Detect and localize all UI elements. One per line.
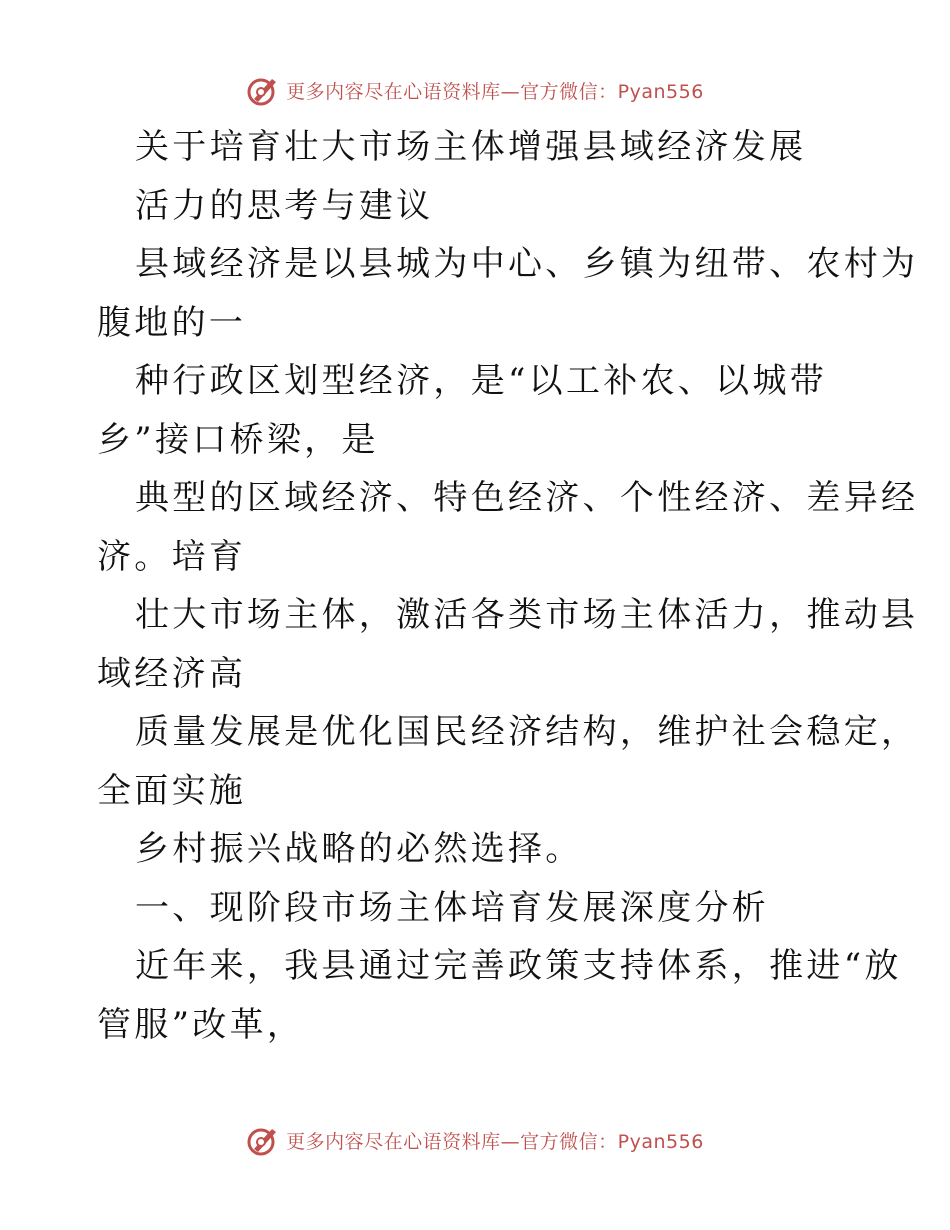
text-line: 乡”接口桥梁，是 [97,419,379,460]
text-line: 活力的思考与建议 [135,185,434,226]
pen-in-circle-icon [246,1123,280,1157]
text-line: 种行政区划型经济，是“以工补农、以城带 [135,361,828,401]
text-line: 腹地的一 [97,302,247,343]
text-line: 县域经济是以县城为中心、乡镇为纽带、农村为 [135,244,919,284]
text-line: 管服”改革， [97,1004,305,1045]
document-body [97,118,919,1054]
text-line: 一、现阶段市场主体培育发展深度分析 [135,887,770,928]
text-line: 域经济高 [97,653,247,694]
pen-in-circle-icon [246,73,280,107]
text-line: 全面实施 [97,770,247,811]
footer-watermark [0,1120,950,1160]
text-line: 近年来，我县通过完善政策支持体系，推进“放 [135,946,902,986]
header-watermark [0,70,950,110]
watermark-text: 更多内容尽在心语资料库—官方微信：Pyan556 [286,1130,704,1153]
text-line: 济。培育 [97,536,247,577]
watermark-text: 更多内容尽在心语资料库—官方微信：Pyan556 [286,80,704,103]
text-line: 关于培育壮大市场主体增强县域经济发展 [135,127,807,167]
text-line: 质量发展是优化国民经济结构，维护社会稳定， [135,712,919,752]
text-line: 乡村振兴战略的必然选择。 [135,829,583,869]
text-line: 典型的区域经济、特色经济、个性经济、差异经 [135,478,919,518]
text-line: 壮大市场主体，激活各类市场主体活力，推动县 [135,595,919,635]
